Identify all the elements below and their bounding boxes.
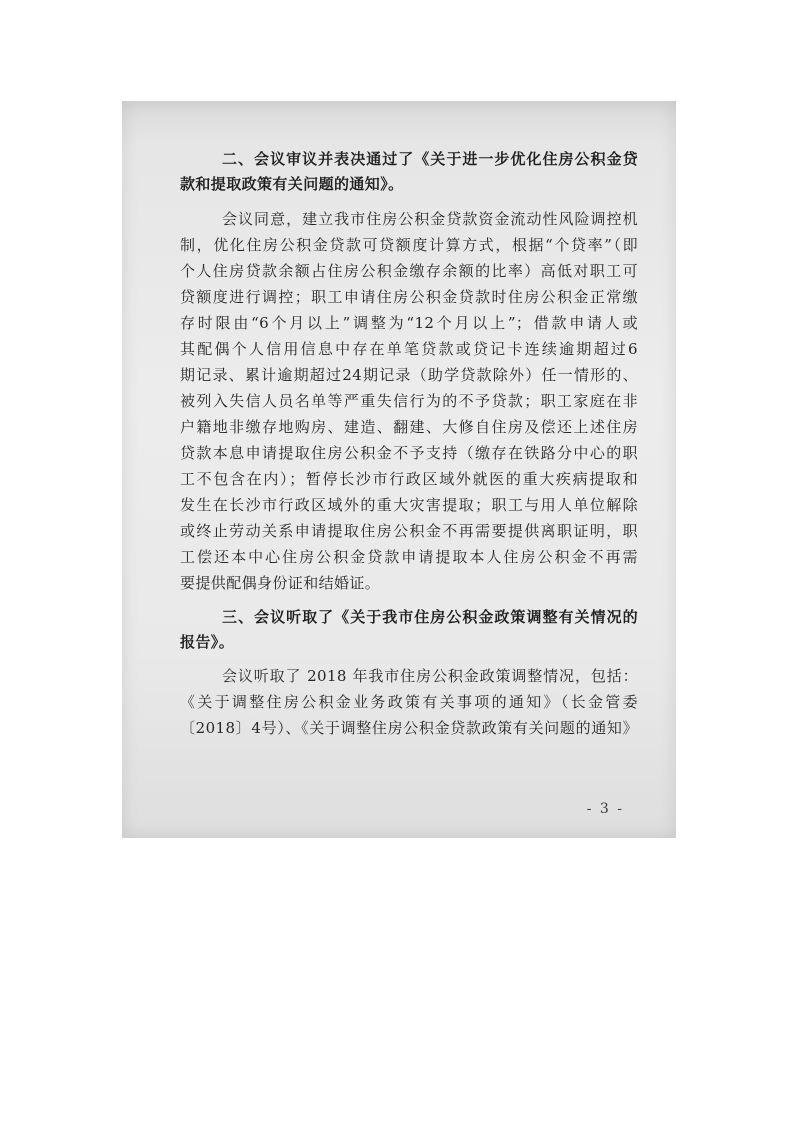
paragraph-line: 〔2018〕4号）、《关于调整住房公积金贷款政策有关问题的通知》 <box>180 719 638 737</box>
document-photo <box>122 101 676 838</box>
paragraph-line: 工不包含在内）；暂停长沙市行政区域外就医的重大疾病提取和 <box>180 470 638 488</box>
section-three-heading: 三、会议听取了《关于我市住房公积金政策调整有关情况的 <box>222 608 638 626</box>
paragraph-line: 期记录、累计逾期超过24期记录（助学贷款除外）任一情形的、 <box>180 366 638 384</box>
paragraph-line: 个人住房贷款余额占住房公积金缴存余额的比率）高低对职工可 <box>180 262 638 280</box>
paragraph-line: 工偿还本中心住房公积金贷款申请提取本人住房公积金不再需 <box>180 548 638 566</box>
paragraph-line: 存时限由“6个月以上”调整为“12个月以上”；借款申请人或 <box>180 314 638 332</box>
paragraph-line: 《关于调整住房公积金业务政策有关事项的通知》（长金管委 <box>180 693 638 711</box>
paragraph-line: 要提供配偶身份证和结婚证。 <box>180 574 381 592</box>
paragraph-line: 制，优化住房公积金贷款可贷额度计算方式，根据“个贷率”（即 <box>180 236 638 254</box>
page-number: - 3 - <box>586 801 624 817</box>
paragraph-line: 会议同意，建立我市住房公积金贷款资金流动性风险调控机 <box>222 210 638 228</box>
paragraph-line: 户籍地非缴存地购房、建造、翻建、大修自住房及偿还上述住房 <box>180 418 638 436</box>
paragraph-line: 贷额度进行调控；职工申请住房公积金贷款时住房公积金正常缴 <box>180 288 638 306</box>
document-page <box>122 101 676 838</box>
section-two-heading: 二、会议审议并表决通过了《关于进一步优化住房公积金贷 <box>222 150 638 168</box>
paragraph-line: 被列入失信人员名单等严重失信行为的不予贷款；职工家庭在非 <box>180 392 638 410</box>
paragraph-line: 或终止劳动关系申请提取住房公积金不再需要提供离职证明，职 <box>180 522 638 540</box>
section-three-heading-cont: 报告》。 <box>180 633 235 651</box>
paragraph-line: 发生在长沙市行政区域外的重大灾害提取；职工与用人单位解除 <box>180 496 638 514</box>
paragraph-line: 其配偶个人信用信息中存在单笔贷款或贷记卡连续逾期超过6 <box>180 340 638 358</box>
section-two-heading-cont: 款和提取政策有关问题的通知》。 <box>180 175 404 193</box>
paragraph-line: 贷款本息申请提取住房公积金不予支持（缴存在铁路分中心的职 <box>180 444 638 462</box>
paragraph-line: 会议听取了 2018 年我市住房公积金政策调整情况，包括： <box>222 667 638 685</box>
